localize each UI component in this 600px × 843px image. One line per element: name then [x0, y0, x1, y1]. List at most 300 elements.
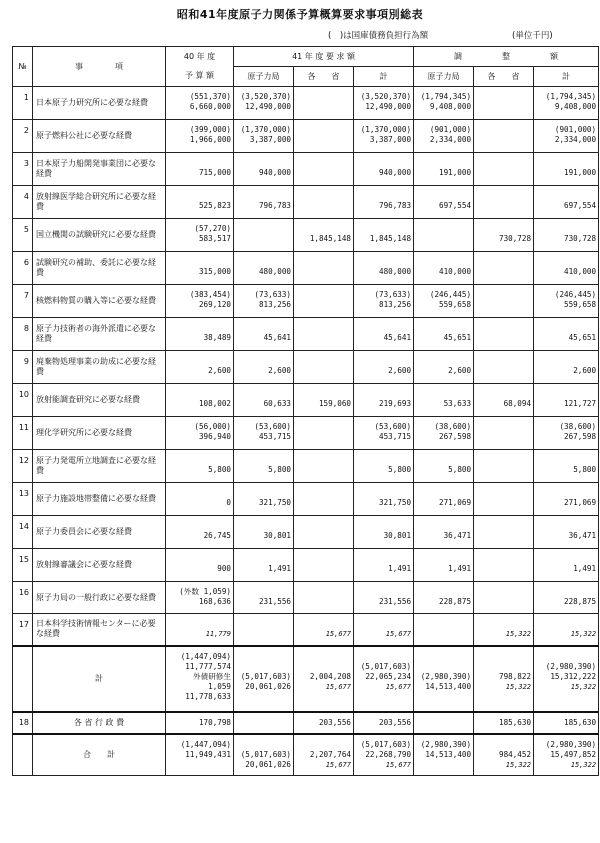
value-line: 267,598	[564, 432, 597, 441]
value-cell	[414, 614, 474, 646]
table-row	[13, 252, 599, 285]
value-cell	[474, 549, 534, 582]
value-cell: 170,798	[166, 712, 234, 734]
value-line: 1,966,000	[189, 135, 231, 144]
header-no: №	[13, 47, 33, 87]
value-line: 12,490,000	[245, 102, 291, 111]
value-cell	[354, 646, 414, 712]
value-line: (57,270)	[194, 224, 231, 233]
value-cell	[234, 417, 294, 450]
value-line: 9,408,000	[554, 102, 597, 111]
value-cell	[234, 384, 294, 417]
value-line	[356, 488, 411, 498]
value-line	[236, 455, 291, 465]
header-request41: 41 年 度 要 求 額	[234, 47, 414, 67]
value-line: 271,069	[439, 498, 472, 507]
value-cell	[354, 153, 414, 186]
row-number: 15	[13, 549, 33, 582]
row-number: 4	[13, 186, 33, 219]
value-cell	[294, 120, 354, 153]
value-cell	[474, 516, 534, 549]
value-line	[536, 224, 596, 234]
header-adjustment: 調 整 額	[414, 47, 599, 67]
row-item: 理化学研究所に必要な経費	[33, 417, 166, 450]
value-cell	[414, 252, 474, 285]
value-line: 15,677	[385, 682, 412, 691]
value-cell	[354, 450, 414, 483]
value-line: 410,000	[564, 267, 597, 276]
value-line	[236, 356, 291, 366]
value-line: 20,061,026	[245, 759, 291, 769]
value-line: 0	[226, 498, 231, 507]
value-line: 3,387,000	[249, 135, 291, 144]
value-line	[536, 652, 596, 662]
value-line	[476, 740, 531, 750]
value-line	[536, 191, 596, 201]
row-number: 16	[13, 582, 33, 614]
value-line	[236, 488, 291, 498]
value-cell	[234, 252, 294, 285]
value-line: 121,727	[564, 399, 597, 408]
value-line	[536, 257, 596, 267]
value-cell	[354, 516, 414, 549]
value-line: 480,000	[258, 267, 291, 276]
value-line: 45,641	[383, 333, 412, 342]
row-item: 試験研究の補助、委託に必要な経費	[33, 252, 166, 285]
value-line: (1,447,094)	[180, 739, 231, 749]
value-line	[356, 619, 411, 629]
value-cell	[474, 219, 534, 252]
value-cell	[166, 219, 234, 252]
value-cell	[294, 417, 354, 450]
value-cell	[414, 219, 474, 252]
value-cell	[534, 734, 599, 776]
value-line: 1,845,148	[369, 234, 412, 243]
value-line: (246,445)	[554, 290, 597, 299]
value-line: 697,554	[439, 201, 472, 210]
value-line	[416, 455, 471, 465]
value-cell	[294, 516, 354, 549]
table-row	[13, 120, 599, 153]
value-line	[416, 191, 471, 201]
value-cell	[166, 734, 234, 776]
value-cell	[294, 450, 354, 483]
value-cell	[294, 384, 354, 417]
value-line: (1,370,000)	[240, 125, 291, 134]
row-number: 17	[13, 614, 33, 646]
row-item: 放射能調査研究に必要な経費	[33, 384, 166, 417]
value-cell	[414, 318, 474, 351]
value-cell	[354, 483, 414, 516]
value-line	[236, 158, 291, 168]
value-line: (901,000)	[429, 125, 472, 134]
value-line: 730,728	[564, 234, 597, 243]
value-line	[296, 740, 351, 750]
value-line	[476, 662, 531, 672]
value-line: 2,600	[573, 366, 597, 375]
value-line: 5,800	[208, 465, 231, 474]
value-line: 730,728	[499, 234, 532, 243]
value-cell	[234, 186, 294, 219]
value-line: 813,256	[258, 300, 291, 309]
value-cell	[166, 318, 234, 351]
value-cell	[534, 219, 599, 252]
table-row	[13, 483, 599, 516]
value-line: 15,322	[570, 630, 597, 638]
value-line	[416, 257, 471, 267]
value-cell	[166, 614, 234, 646]
table-row	[13, 582, 599, 614]
value-line	[536, 455, 596, 465]
value-cell	[234, 219, 294, 252]
value-line: (73,633)	[374, 290, 412, 299]
value-cell	[414, 712, 474, 734]
value-line: 15,497,852	[550, 749, 597, 759]
value-cell	[534, 646, 599, 712]
header-req-kakusho: 各 省	[294, 67, 354, 87]
row-item: 各 省 行 政 費	[33, 712, 166, 734]
value-line: 45,651	[568, 333, 597, 342]
value-line: 1,845,148	[309, 234, 351, 243]
value-line	[296, 652, 351, 662]
value-cell	[166, 87, 234, 120]
value-line	[296, 662, 351, 672]
value-line	[168, 488, 231, 498]
value-line: 2,600	[388, 366, 412, 375]
value-line	[476, 224, 531, 234]
value-line: 321,750	[258, 498, 291, 507]
value-line: 1,491	[388, 564, 412, 573]
value-line: 168,636	[198, 597, 231, 606]
value-line: 159,060	[318, 399, 351, 408]
value-cell	[534, 614, 599, 646]
value-line	[416, 389, 471, 399]
value-cell	[474, 417, 534, 450]
value-line: 15,322	[570, 760, 597, 769]
table-row	[13, 450, 599, 483]
value-cell: 203,556	[294, 712, 354, 734]
row-number: 2	[13, 120, 33, 153]
value-cell	[414, 549, 474, 582]
value-line	[416, 652, 471, 662]
value-cell	[234, 614, 294, 646]
value-line: 15,677	[325, 760, 351, 769]
value-line: 410,000	[439, 267, 472, 276]
value-line: 15,312,222	[550, 671, 597, 681]
value-line	[356, 455, 411, 465]
value-cell	[234, 582, 294, 614]
row-item: 放射線審議会に必要な経費	[33, 549, 166, 582]
total-no	[13, 734, 33, 776]
row-number: 9	[13, 351, 33, 384]
value-cell	[354, 384, 414, 417]
row-number: 5	[13, 219, 33, 252]
value-cell	[474, 285, 534, 318]
value-line	[296, 224, 351, 234]
value-line: 191,000	[564, 168, 597, 177]
value-cell	[234, 516, 294, 549]
value-line: 38,489	[203, 333, 231, 342]
value-line: 315,000	[198, 267, 231, 276]
row-number: 8	[13, 318, 33, 351]
value-cell	[234, 450, 294, 483]
value-line	[356, 389, 411, 399]
value-line	[416, 554, 471, 564]
value-line	[168, 191, 231, 201]
value-line	[536, 554, 596, 564]
value-line: 45,651	[443, 333, 472, 342]
value-line: (56,000)	[194, 422, 231, 431]
value-line	[236, 587, 291, 597]
value-line: (1,794,345)	[545, 92, 597, 101]
value-cell	[166, 516, 234, 549]
value-line	[168, 356, 231, 366]
value-line	[536, 323, 596, 333]
row-item: 原子力局の一般行政に必要な経費	[33, 582, 166, 614]
value-cell	[166, 120, 234, 153]
value-line	[236, 740, 291, 750]
value-line	[236, 191, 291, 201]
value-cell	[166, 483, 234, 516]
value-cell: 185,630	[534, 712, 599, 734]
value-cell	[534, 483, 599, 516]
value-cell	[354, 582, 414, 614]
page-title: 昭和41年度原子力関係予算概算要求事項別総表	[176, 8, 424, 21]
value-cell	[414, 582, 474, 614]
value-cell	[354, 186, 414, 219]
value-line	[536, 619, 596, 629]
value-line: 15,322	[570, 682, 597, 691]
value-cell	[474, 734, 534, 776]
value-cell	[234, 483, 294, 516]
value-cell	[414, 153, 474, 186]
note-text: ( )は国庫債務負担行為額	[328, 31, 429, 41]
value-line: 940,000	[379, 168, 412, 177]
value-line	[168, 158, 231, 168]
subtotal-no	[13, 646, 33, 712]
value-line	[168, 521, 231, 531]
value-line	[236, 554, 291, 564]
value-line: 813,256	[379, 300, 412, 309]
row-item: 日本原子力研究所に必要な経費	[33, 87, 166, 120]
value-line: 796,783	[379, 201, 412, 210]
value-cell	[534, 153, 599, 186]
row-item: 核燃料物質の購入等に必要な経費	[33, 285, 166, 318]
value-cell	[166, 351, 234, 384]
subtotal-row	[13, 646, 599, 712]
value-line: 68,094	[503, 399, 532, 408]
value-line: (1,794,345)	[420, 92, 472, 101]
value-line	[536, 389, 596, 399]
row-number: 11	[13, 417, 33, 450]
value-line: 26,745	[203, 531, 231, 540]
value-line: (383,454)	[189, 290, 231, 299]
value-line	[168, 323, 231, 333]
value-line: 2,600	[268, 366, 291, 375]
value-line: 30,801	[383, 531, 412, 540]
table-row	[13, 318, 599, 351]
value-line: 267,598	[439, 432, 472, 441]
value-cell	[474, 483, 534, 516]
value-cell	[534, 384, 599, 417]
value-line: (2,980,390)	[545, 739, 597, 749]
value-line: (3,520,370)	[360, 92, 412, 101]
value-line: 321,750	[379, 498, 412, 507]
value-line	[356, 652, 411, 662]
value-line	[168, 554, 231, 564]
value-line	[536, 158, 596, 168]
value-cell	[354, 351, 414, 384]
value-cell	[294, 87, 354, 120]
value-line	[416, 323, 471, 333]
value-line	[416, 587, 471, 597]
value-line: 15,677	[385, 760, 412, 769]
value-cell	[166, 582, 234, 614]
value-line: 15,677	[325, 630, 351, 638]
value-cell	[354, 734, 414, 776]
value-cell	[474, 646, 534, 712]
row-item: 原子力委員会に必要な経費	[33, 516, 166, 549]
value-line: 5,800	[268, 465, 291, 474]
budget-table	[12, 46, 599, 776]
value-cell	[474, 252, 534, 285]
value-cell	[354, 285, 414, 318]
value-cell	[234, 351, 294, 384]
value-cell	[534, 87, 599, 120]
table-row	[13, 186, 599, 219]
value-line: 15,322	[505, 682, 532, 691]
row-item: 日本原子力船開発事業団に必要な経費	[33, 153, 166, 186]
value-line	[236, 323, 291, 333]
value-cell	[354, 219, 414, 252]
value-cell	[354, 549, 414, 582]
value-line: 228,875	[439, 597, 472, 606]
value-cell	[294, 219, 354, 252]
row-number: 13	[13, 483, 33, 516]
value-line: 1,491	[448, 564, 472, 573]
value-line: 2,600	[208, 366, 231, 375]
value-line	[356, 323, 411, 333]
value-line: (5,017,603)	[240, 749, 291, 759]
value-line: (901,000)	[554, 125, 597, 134]
value-line: 15,677	[325, 682, 351, 691]
row-item: 国立機関の試験研究に必要な経費	[33, 219, 166, 252]
value-cell	[294, 646, 354, 712]
value-cell	[474, 582, 534, 614]
value-line: (53,600)	[374, 422, 412, 431]
row-number: 6	[13, 252, 33, 285]
value-line	[356, 356, 411, 366]
value-line: 697,554	[564, 201, 597, 210]
value-cell	[474, 120, 534, 153]
header-adj-genshiryoku: 原子力局	[414, 67, 474, 87]
value-cell	[234, 734, 294, 776]
value-line: 2,334,000	[554, 135, 597, 144]
value-line: 559,658	[564, 300, 597, 309]
value-line: 6,660,000	[189, 102, 231, 111]
value-line: (5,017,603)	[240, 671, 291, 681]
table-row	[13, 87, 599, 120]
table-row	[13, 351, 599, 384]
value-line: 30,801	[263, 531, 291, 540]
table-row	[13, 384, 599, 417]
value-line: 480,000	[379, 267, 412, 276]
value-cell	[414, 285, 474, 318]
value-line	[536, 488, 596, 498]
value-line: 271,069	[564, 498, 597, 507]
value-cell	[166, 153, 234, 186]
value-cell	[474, 384, 534, 417]
value-cell	[414, 417, 474, 450]
value-cell	[294, 734, 354, 776]
value-line: 796,783	[258, 201, 291, 210]
value-line: 5,800	[388, 465, 412, 474]
row-item: 日本科学技術情報センターに必要な経費	[33, 614, 166, 646]
header-budget40-bottom: 予 算 額	[166, 67, 234, 87]
value-line	[168, 389, 231, 399]
value-cell	[234, 712, 294, 734]
value-line: 1,491	[268, 564, 291, 573]
value-line	[356, 554, 411, 564]
row-item: 原子力施設地帯整備に必要な経費	[33, 483, 166, 516]
value-line: (1,370,000)	[360, 125, 412, 134]
value-cell	[354, 252, 414, 285]
value-cell	[354, 87, 414, 120]
value-cell	[534, 417, 599, 450]
value-cell	[354, 120, 414, 153]
value-line: 22,268,790	[365, 749, 412, 759]
value-line: 228,875	[564, 597, 597, 606]
value-cell	[534, 318, 599, 351]
value-line: 15,677	[385, 630, 412, 638]
header-adj-kei: 計	[534, 67, 599, 87]
value-line: (2,980,390)	[420, 739, 472, 749]
value-line: 14,513,400	[425, 749, 472, 759]
value-line: 3,387,000	[369, 135, 412, 144]
value-cell: 203,556	[354, 712, 414, 734]
value-cell	[234, 549, 294, 582]
value-line	[536, 521, 596, 531]
value-cell	[414, 483, 474, 516]
value-cell	[166, 450, 234, 483]
value-line: 984,452	[499, 749, 532, 759]
value-line: 11,949,431	[185, 749, 231, 759]
value-line: (38,600)	[434, 422, 472, 431]
value-cell	[534, 516, 599, 549]
value-cell	[414, 120, 474, 153]
value-line: 559,658	[439, 300, 472, 309]
value-line: (399,000)	[189, 125, 231, 134]
value-cell	[474, 186, 534, 219]
value-line: 231,556	[379, 597, 412, 606]
value-cell	[414, 646, 474, 712]
value-line: 36,471	[568, 531, 597, 540]
value-line: 1,059	[208, 681, 231, 691]
value-cell	[534, 285, 599, 318]
value-cell	[166, 549, 234, 582]
value-line: 5,800	[573, 465, 597, 474]
value-line: 2,600	[448, 366, 472, 375]
value-line: 2,004,208	[309, 671, 351, 681]
value-cell	[474, 614, 534, 646]
value-line: 269,120	[198, 300, 231, 309]
value-cell	[234, 120, 294, 153]
value-line: 583,517	[198, 234, 231, 243]
row-item: 原子力技術者の海外派遣に必要な経費	[33, 318, 166, 351]
value-line: 525,823	[198, 201, 231, 210]
value-line: 1,491	[573, 564, 597, 573]
value-line	[416, 662, 471, 672]
